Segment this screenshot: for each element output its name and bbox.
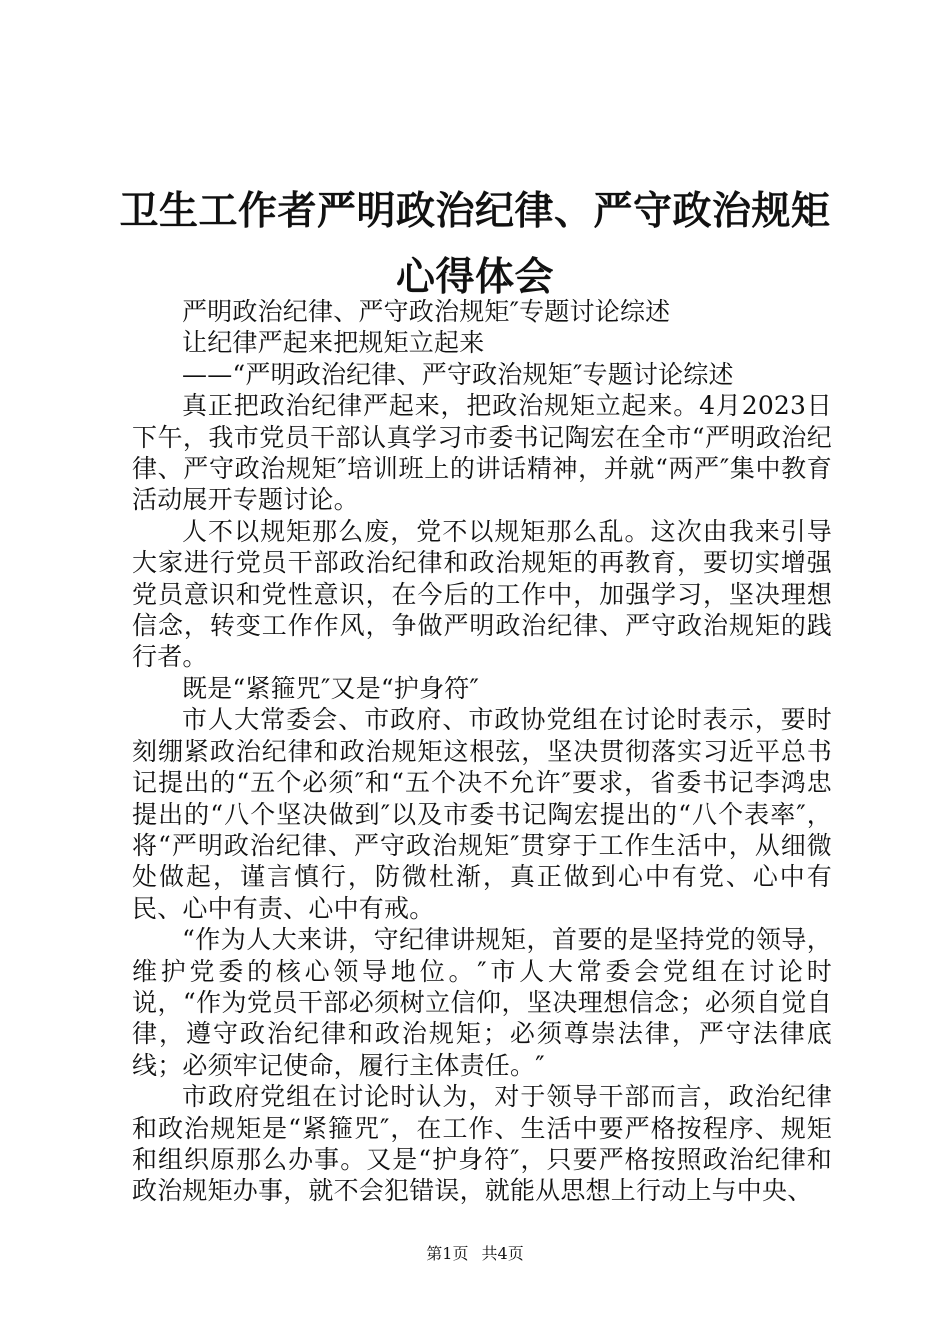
paragraph: “作为人大来讲，守纪律讲规矩，首要的是坚持党的领导，维护党委的核心领导地位。″市人大常委会党组在讨论时说，“作为党员干部必须树立信仰，坚决理想信念；必须自觉自律，遵守政治纪律和政治规矩；必须尊崇法律，严守法律底线；必须牢记使命，履行主体责任。″ [132,925,832,1080]
paragraph-subtitle-1: 严明政治纪律、严守政治规矩″专题讨论综述 [182,297,671,326]
document-body [132,296,832,1207]
page-number: 第1页 [426,1244,469,1263]
paragraph-subtitle-2: 让纪律严起来把规矩立起来 [182,328,485,358]
paragraph-section-heading: 既是“紧箍咒″又是“护身符″ [182,673,480,703]
paragraph: 真正把政治纪律严起来，把政治规矩立起来。4月2023日下午，我市党员干部认真学习市委书记陶宏在全市“严明政治纪律、严守政治规矩″培训班上的讲话精神，并就“两严″集中教育活动展开专题讨论。 [132,391,832,515]
paragraph: 市政府党组在讨论时认为，对于领导干部而言，政治纪律和政治规矩是“紧箍咒″，在工作、生活中要严格按程序、规矩和组织原那么办事。又是“护身符″，只要严格按照政治纪律和政治规矩办事，就不会犯错误，就能从思想上行动上与中央、 [132,1082,832,1206]
paragraph: 市人大常委会、市政府、市政协党组在讨论时表示，要时刻绷紧政治纪律和政治规矩这根弦，坚决贯彻落实习近平总书记提出的“五个必须″和“五个决不允许″要求，省委书记李鸿忠提出的“八个坚决做到″以及市委书记陶宏提出的“八个表率″，将“严明政治纪律、严守政治规矩″贯穿于工作生活中，从细微处做起，谨言慎行，防微杜渐，真正做到心中有党、心中有民、心中有责、心中有戒。 [132,705,832,923]
paragraph-subtitle-3: ——“严明政治纪律、严守政治规矩″专题讨论综述 [182,359,734,389]
paragraph: 人不以规矩那么废，党不以规矩那么乱。这次由我来引导大家进行党员干部政治纪律和政治规矩的再教育，要切实增强党员意识和党性意识，在今后的工作中，加强学习，坚决理想信念，转变工作作风，争做严明政治纪律、严守政治规矩的践行者。 [132,516,832,672]
page-footer [0,1244,950,1264]
page-total: 共4页 [481,1244,524,1263]
document-title: 卫生工作者严明政治纪律、严守政治规矩心得体会 [119,188,831,300]
